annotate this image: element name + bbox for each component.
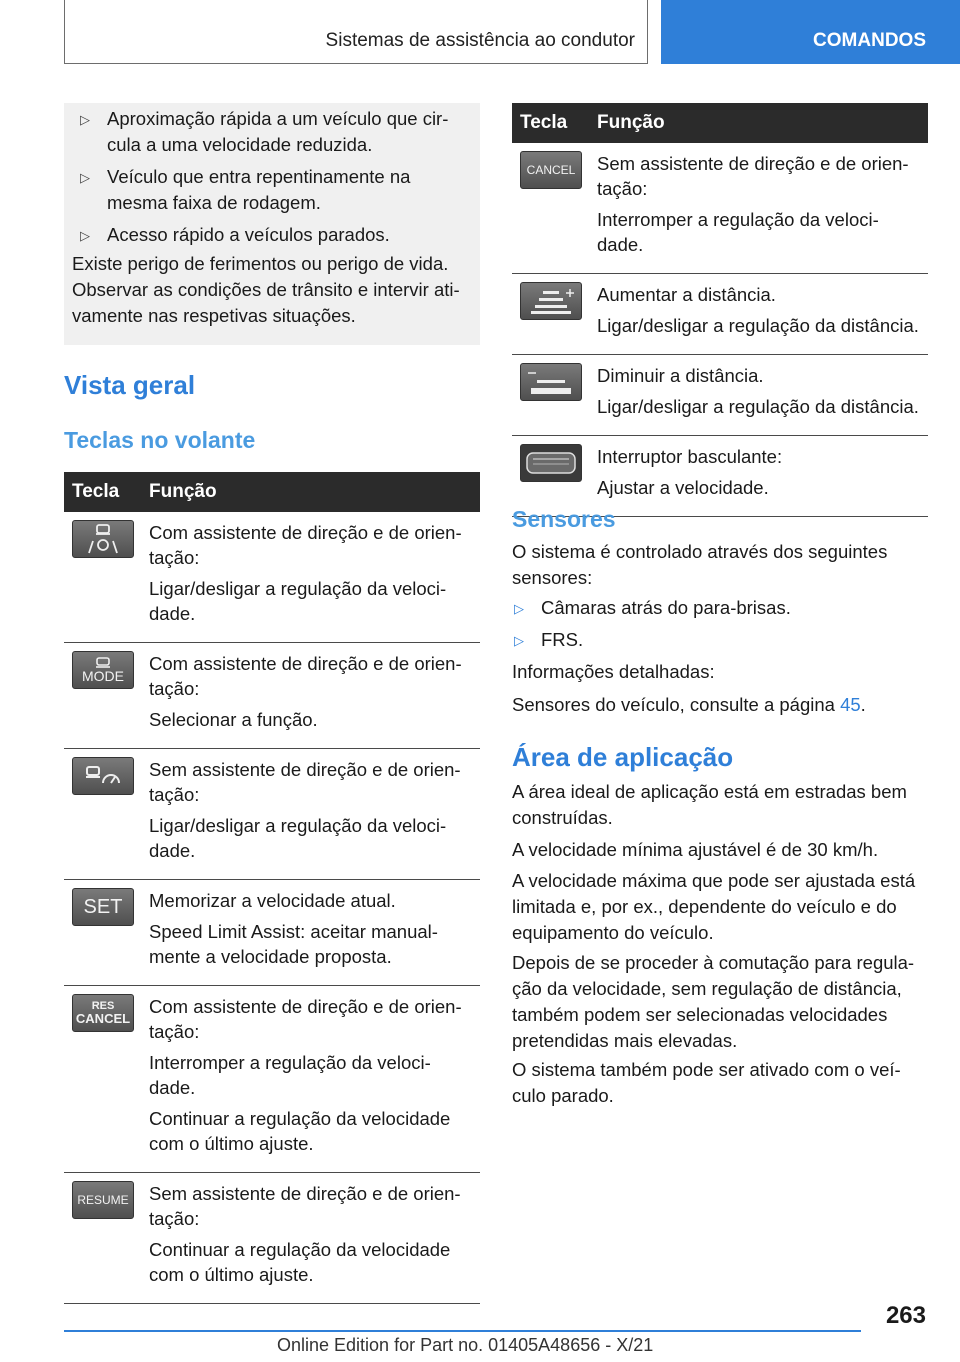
- table-header-row: [64, 472, 480, 512]
- application-paragraph: A velocidade máxima que pode ser ajustada está limitada e, por ex., dependente do veículo e do equipamento do veículo.: [512, 870, 916, 943]
- warning-box: [64, 103, 480, 345]
- sensors-intro: O sistema é controlado através dos seguintes sensores:: [512, 541, 888, 588]
- bullet-triangle-icon: ▷: [80, 112, 90, 127]
- warning-bullet-list: [78, 106, 470, 254]
- application-paragraph: A área ideal de aplicação está em estradas bem construídas.: [512, 781, 907, 828]
- column-header-function: Função: [589, 103, 928, 143]
- function-cell: Com assistente de direção e de orien-tação: Selecionar a função.: [141, 643, 480, 749]
- steering-keys-table-left: [64, 472, 480, 1304]
- warning-text: Existe perigo de ferimentos ou perigo de vida. Observar as condições de trânsito e intervir ati-vamente nas respetivas situações.: [72, 253, 460, 326]
- table-row: [64, 880, 480, 986]
- distance-decrease-icon: [520, 363, 582, 401]
- function-cell: Sem assistente de direção e de orien-tação: Continuar a regulação da velocidade com o último ajuste.: [141, 1173, 480, 1304]
- table-row: [64, 1173, 480, 1304]
- function-cell: Com assistente de direção e de orien-tação: Ligar/desligar a regulação da veloci-dade.: [141, 512, 480, 643]
- column-header-key: Tecla: [64, 472, 141, 512]
- header-chapter-label: COMANDOS: [813, 30, 926, 51]
- cruise-control-icon: [72, 757, 134, 795]
- application-paragraph: A velocidade mínima ajustável é de 30 km/h.: [512, 839, 879, 860]
- bullet-triangle-icon: ▷: [80, 228, 90, 243]
- sensors-reference: Sensores do veículo, consulte a página 45.: [512, 694, 866, 715]
- application-paragraph: Depois de se proceder à comutação para regula-ção da velocidade, sem regulação de distância, também podem ser selecionadas velocidades pretendidas mais elevadas.: [512, 952, 915, 1051]
- application-paragraph: O sistema também pode ser ativado com o veí-culo parado.: [512, 1059, 901, 1106]
- bullet-triangle-icon: ▷: [514, 633, 524, 648]
- distance-increase-icon: [520, 282, 582, 320]
- column-header-key: Tecla: [512, 103, 589, 143]
- function-cell: Interruptor basculante: Ajustar a velocidade.: [589, 436, 928, 517]
- table-row: [512, 143, 928, 274]
- table-row: [512, 436, 928, 517]
- page-number: 263: [885, 1302, 926, 1329]
- steering-keys-table-right: [512, 103, 928, 517]
- application-title: Área de aplicação: [512, 742, 734, 772]
- function-cell: Memorizar a velocidade atual. Speed Limit Assist: aceitar manual-mente a velocidade proposta.: [141, 880, 480, 986]
- table-row: [64, 986, 480, 1173]
- resume-icon: RESUME: [72, 1181, 134, 1219]
- warning-bullet: ▷ Veículo que entra repentinamente na mesma faixa de rodagem.: [80, 166, 411, 213]
- function-cell: Com assistente de direção e de orien-tação: Interromper a regulação da veloci-dade. Continuar a regulação da velocidade com o último ajuste.: [141, 986, 480, 1173]
- footer-divider: [64, 1330, 861, 1332]
- column-header-function: Função: [141, 472, 480, 512]
- page-reference-link[interactable]: 45: [840, 694, 861, 715]
- sensor-item: ▷ FRS.: [512, 627, 928, 653]
- rocker-switch-icon: [520, 444, 582, 482]
- mode-icon: MODE: [72, 651, 134, 689]
- header-section-box: [64, 0, 648, 64]
- sensors-details-label: Informações detalhadas:: [512, 661, 715, 682]
- table-header-row: [512, 103, 928, 143]
- function-cell: Sem assistente de direção e de orien-tação: Ligar/desligar a regulação da veloci-dade.: [141, 749, 480, 880]
- function-cell: Sem assistente de direção e de orien-tação: Interromper a regulação da veloci-dade.: [589, 143, 928, 274]
- table-row: [512, 355, 928, 436]
- table-row: [512, 274, 928, 355]
- sensor-item: ▷ Câmaras atrás do para-brisas.: [512, 595, 928, 621]
- overview-subtitle: Teclas no volante: [64, 427, 256, 453]
- sensors-list: [512, 595, 928, 659]
- res-cancel-icon: RES CANCEL: [72, 994, 134, 1032]
- cancel-icon: CANCEL: [520, 151, 582, 189]
- sensors-title: Sensores: [512, 506, 616, 532]
- table-row: [64, 643, 480, 749]
- steering-assist-icon: [72, 520, 134, 558]
- set-icon: SET: [72, 888, 134, 926]
- bullet-triangle-icon: ▷: [514, 601, 524, 616]
- bullet-triangle-icon: ▷: [80, 170, 90, 185]
- table-row: [64, 512, 480, 643]
- function-cell: Diminuir a distância. Ligar/desligar a regulação da distância.: [589, 355, 928, 436]
- overview-title: Vista geral: [64, 370, 196, 400]
- footer-edition: Online Edition for Part no. 01405A48656 - X/21: [277, 1335, 654, 1355]
- warning-bullet: ▷ Aproximação rápida a um veículo que cir-cula a uma velocidade reduzida.: [80, 108, 449, 155]
- function-cell: Aumentar a distância. Ligar/desligar a regulação da distância.: [589, 274, 928, 355]
- header-section-title: Sistemas de assistência ao condutor: [325, 30, 635, 51]
- table-row: [64, 749, 480, 880]
- warning-bullet: ▷ Acesso rápido a veículos parados.: [78, 222, 470, 248]
- header-chapter-tab[interactable]: [661, 0, 960, 64]
